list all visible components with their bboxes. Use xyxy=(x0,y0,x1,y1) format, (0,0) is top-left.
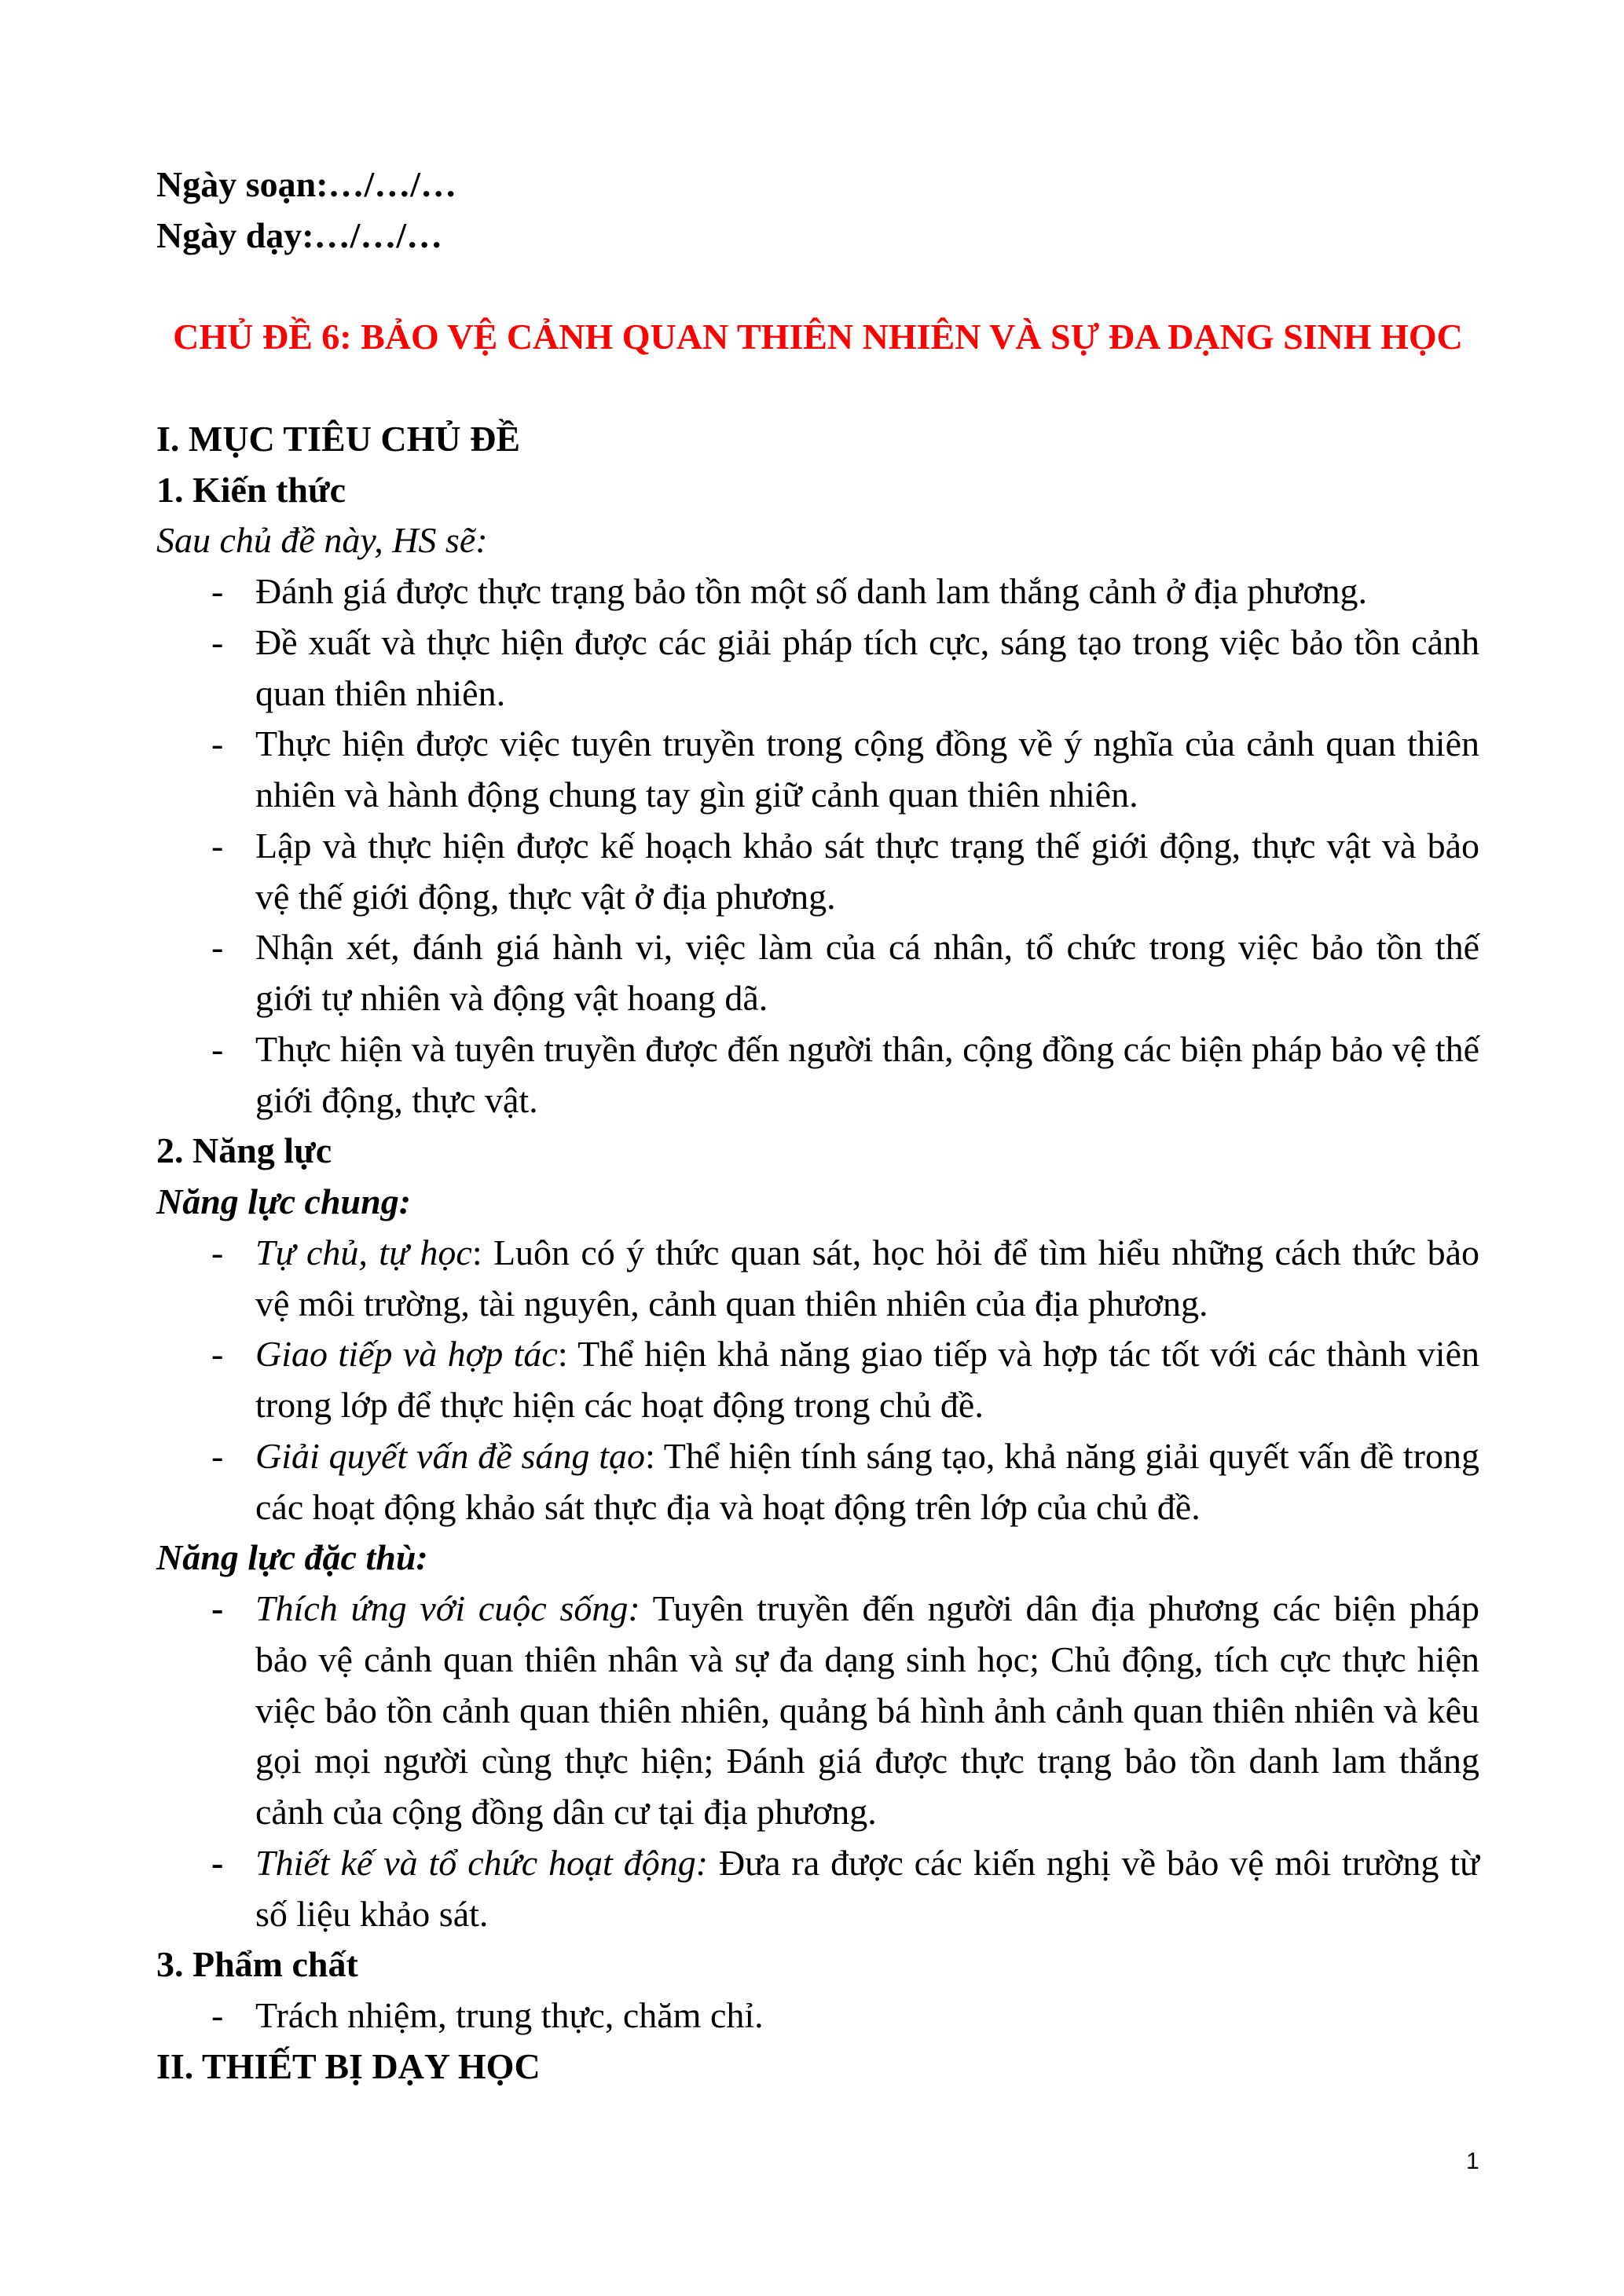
list-item xyxy=(156,1228,1479,1330)
list-item xyxy=(156,1838,1479,1940)
list-item xyxy=(156,1329,1479,1431)
item-text: Đưa ra được các kiến nghị về bảo vệ môi trường từ số liệu khảo sát. xyxy=(255,1842,1479,1934)
item-text: : Luôn có ý thức quan sát, học hỏi để tìm hiểu những cách thức bảo vệ môi trường, tài nguyên, cảnh quan thiên nhiên của địa phương. xyxy=(255,1232,1479,1324)
item-text: Tuyên truyền đến người dân địa phương các biện pháp bảo vệ cảnh quan thiên nhân và sự đa dạng sinh học; Chủ động, tích cực thực hiện việc bảo tồn cảnh quan thiên nhiên, quảng bá hình ảnh cảnh quan thiên nhiên và kêu gọi mọi người cùng thực hiện; Đánh giá được thực trạng bảo tồn danh lam thắng cảnh của cộng đồng dân cư tại địa phương. xyxy=(255,1588,1479,1832)
list-item xyxy=(156,719,1479,821)
item-term: Thiết kế và tổ chức hoạt động: xyxy=(255,1842,709,1883)
item-text: Thực hiện được việc tuyên truyền trong cộng đồng về ý nghĩa của cảnh quan thiên nhiên và hành động chung tay gìn giữ cảnh quan thiên nhiên. xyxy=(255,723,1479,815)
knowledge-heading: 1. Kiến thức xyxy=(156,469,346,510)
section-1-heading: I. MỤC TIÊU CHỦ ĐỀ xyxy=(156,418,521,459)
list-item xyxy=(156,922,1479,1024)
document-page xyxy=(156,159,1479,2093)
item-text: : Thể hiện khả năng giao tiếp và hợp tác tốt với các thành viên trong lớp để thực hiện các hoạt động trong chủ đề. xyxy=(255,1334,1479,1425)
specific-competence-list xyxy=(156,1584,1479,1939)
item-term: Giải quyết vấn đề sáng tạo xyxy=(255,1435,645,1476)
page-number: 1 xyxy=(1466,2148,1479,2174)
specific-competence-heading: Năng lực đặc thù: xyxy=(156,1537,428,1578)
list-item xyxy=(156,1024,1479,1126)
knowledge-list xyxy=(156,566,1479,1126)
bullet-dash: - xyxy=(211,1232,224,1273)
item-text: Trách nhiệm, trung thực, chăm chỉ. xyxy=(255,1995,764,2035)
general-competence-heading: Năng lực chung: xyxy=(156,1181,412,1221)
bullet-dash: - xyxy=(211,927,224,968)
general-competence-list xyxy=(156,1228,1479,1533)
competence-heading: 2. Năng lực xyxy=(156,1130,332,1171)
item-text: : Thể hiện tính sáng tạo, khả năng giải quyết vấn đề trong các hoạt động khảo sát thực địa và hoạt động trên lớp của chủ đề. xyxy=(255,1435,1479,1527)
item-term: Tự chủ, tự học xyxy=(255,1232,472,1273)
knowledge-intro: Sau chủ đề này, HS sẽ: xyxy=(156,520,488,561)
item-term: Giao tiếp và hợp tác xyxy=(255,1334,558,1375)
list-item xyxy=(156,1431,1479,1533)
bullet-dash: - xyxy=(211,825,224,866)
qualities-heading: 3. Phẩm chất xyxy=(156,1944,358,1985)
item-text: Đề xuất và thực hiện được các giải pháp tích cực, sáng tạo trong việc bảo tồn cảnh quan thiên nhiên. xyxy=(255,621,1479,713)
item-text: Đánh giá được thực trạng bảo tồn một số danh lam thắng cảnh ở địa phương. xyxy=(255,571,1368,611)
item-text: Lập và thực hiện được kế hoạch khảo sát thực trạng thế giới động, thực vật và bảo vệ thế giới động, thực vật ở địa phương. xyxy=(255,825,1479,917)
list-item xyxy=(156,617,1479,720)
document-title: CHỦ ĐỀ 6: BẢO VỆ CẢNH QUAN THIÊN NHIÊN VÀ SỰ ĐA DẠNG SINH HỌC xyxy=(173,317,1463,357)
item-term: Thích ứng với cuộc sống: xyxy=(255,1588,640,1628)
list-item xyxy=(156,1584,1479,1838)
bullet-dash: - xyxy=(211,723,224,764)
prep-date: Ngày soạn:…/…/… xyxy=(156,164,457,204)
bullet-dash: - xyxy=(211,1435,224,1476)
bullet-dash: - xyxy=(211,1842,224,1883)
bullet-dash: - xyxy=(211,621,224,662)
item-text: Thực hiện và tuyên truyền được đến người thân, cộng đồng các biện pháp bảo vệ thế giới động, thực vật. xyxy=(255,1028,1479,1120)
teach-date: Ngày dạy:…/…/… xyxy=(156,214,443,255)
bullet-dash: - xyxy=(211,571,224,611)
bullet-dash: - xyxy=(211,1588,224,1628)
bullet-dash: - xyxy=(211,1028,224,1069)
bullet-dash: - xyxy=(211,1995,224,2035)
item-text: Nhận xét, đánh giá hành vi, việc làm của cá nhân, tổ chức trong việc bảo tồn thế giới tự nhiên và động vật hoang dã. xyxy=(255,927,1479,1018)
bullet-dash: - xyxy=(211,1334,224,1375)
list-item xyxy=(156,821,1479,923)
section-2-heading: II. THIẾT BỊ DẠY HỌC xyxy=(156,2045,541,2086)
list-item xyxy=(156,566,1479,617)
list-item xyxy=(156,1990,1479,2041)
